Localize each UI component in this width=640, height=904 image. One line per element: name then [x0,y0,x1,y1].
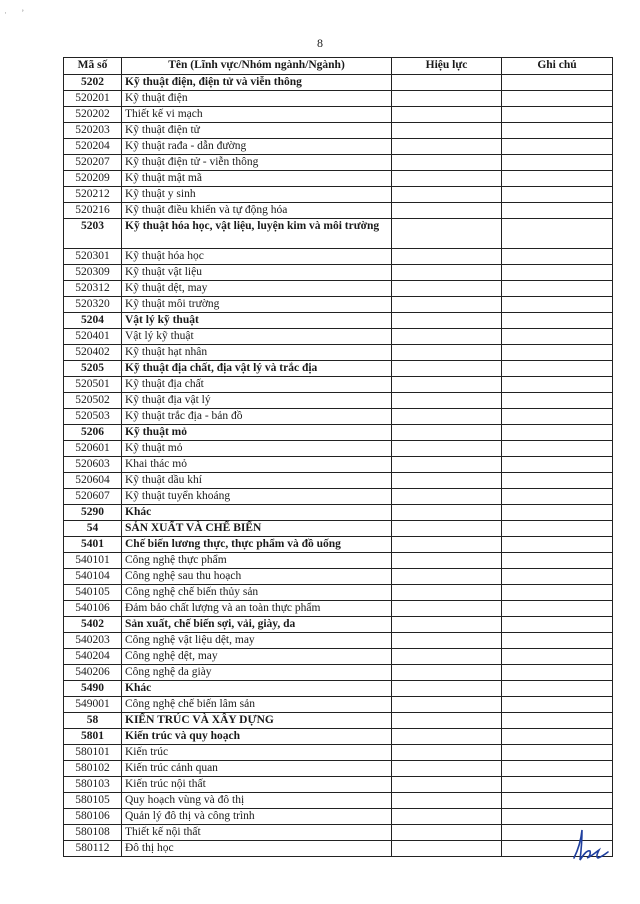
table-row [64,329,613,345]
code-cell: 520601 [64,441,122,457]
table-row [64,377,613,393]
name-cell: Công nghệ da giày [122,665,392,681]
table-row [64,585,613,601]
table-row [64,521,613,537]
code-cell: 520503 [64,409,122,425]
table-row [64,777,613,793]
name-cell: Công nghệ thực phẩm [122,553,392,569]
note-cell [502,665,613,681]
table-row [64,713,613,729]
handwritten-initials-signature [568,820,618,870]
table-row [64,171,613,187]
validity-cell [392,361,502,377]
table-row [64,761,613,777]
note-cell [502,361,613,377]
table-row [64,809,613,825]
name-cell: Kỹ thuật mỏ [122,425,392,441]
table-row [64,633,613,649]
note-cell [502,473,613,489]
validity-cell [392,505,502,521]
table-row [64,123,613,139]
name-cell: Kỹ thuật y sinh [122,187,392,203]
note-cell [502,569,613,585]
name-cell: Kỹ thuật rađa - dẫn đường [122,139,392,155]
note-cell [502,697,613,713]
note-cell [502,585,613,601]
code-cell: 540204 [64,649,122,665]
validity-cell [392,75,502,91]
code-cell: 520207 [64,155,122,171]
table-body [64,75,613,857]
validity-cell [392,617,502,633]
note-cell [502,345,613,361]
name-cell: Chế biến lương thực, thực phẩm và đồ uống [122,537,392,553]
name-cell: Kỹ thuật hóa học, vật liệu, luyện kim và môi trường [122,219,392,249]
name-cell: Đảm bảo chất lượng và an toàn thực phẩm [122,601,392,617]
name-cell: Kiến trúc [122,745,392,761]
note-cell [502,505,613,521]
note-cell [502,441,613,457]
code-cell: 580105 [64,793,122,809]
validity-cell [392,219,502,249]
note-cell [502,171,613,187]
code-cell: 520216 [64,203,122,219]
validity-cell [392,633,502,649]
validity-cell [392,249,502,265]
code-cell: 520604 [64,473,122,489]
code-cell: 520301 [64,249,122,265]
table-row [64,313,613,329]
header-name: Tên (Lĩnh vực/Nhóm ngành/Ngành) [122,58,392,75]
validity-cell [392,537,502,553]
table-row [64,601,613,617]
validity-cell [392,825,502,841]
code-cell: 520212 [64,187,122,203]
validity-cell [392,139,502,155]
code-cell: 580103 [64,777,122,793]
validity-cell [392,729,502,745]
name-cell: Kỹ thuật trắc địa - bản đồ [122,409,392,425]
note-cell [502,187,613,203]
code-cell: 520402 [64,345,122,361]
note-cell [502,745,613,761]
validity-cell [392,473,502,489]
header-validity: Hiệu lực [392,58,502,75]
name-cell: KIẾN TRÚC VÀ XÂY DỰNG [122,713,392,729]
table-row [64,649,613,665]
code-cell: 520309 [64,265,122,281]
table-row [64,729,613,745]
name-cell: Vật lý kỹ thuật [122,313,392,329]
table-row [64,841,613,857]
validity-cell [392,281,502,297]
validity-cell [392,409,502,425]
validity-cell [392,681,502,697]
table-row [64,203,613,219]
code-cell: 540104 [64,569,122,585]
table-row [64,697,613,713]
code-cell: 520401 [64,329,122,345]
table-row [64,425,613,441]
table-row [64,617,613,633]
name-cell: Sản xuất, chế biến sợi, vải, giày, da [122,617,392,633]
code-cell: 580101 [64,745,122,761]
validity-cell [392,155,502,171]
note-cell [502,553,613,569]
name-cell: Kỹ thuật điện, điện tử và viễn thông [122,75,392,91]
validity-cell [392,377,502,393]
table-row [64,681,613,697]
table-row [64,489,613,505]
code-cell: 520209 [64,171,122,187]
note-cell [502,75,613,91]
table-row [64,569,613,585]
table-row [64,249,613,265]
note-cell [502,91,613,107]
note-cell [502,281,613,297]
validity-cell [392,809,502,825]
code-cell: 580108 [64,825,122,841]
code-cell: 5801 [64,729,122,745]
validity-cell [392,761,502,777]
name-cell: Kỹ thuật địa vật lý [122,393,392,409]
code-cell: 5402 [64,617,122,633]
code-cell: 520320 [64,297,122,313]
code-cell: 5202 [64,75,122,91]
code-cell: 580102 [64,761,122,777]
code-cell: 520204 [64,139,122,155]
validity-cell [392,489,502,505]
note-cell [502,761,613,777]
name-cell: Kỹ thuật môi trường [122,297,392,313]
table-row [64,393,613,409]
program-code-table [63,57,613,857]
code-cell: 54 [64,521,122,537]
code-cell: 580106 [64,809,122,825]
validity-cell [392,841,502,857]
name-cell: Kỹ thuật điều khiển và tự động hóa [122,203,392,219]
code-cell: 540203 [64,633,122,649]
code-cell: 540105 [64,585,122,601]
note-cell [502,649,613,665]
name-cell: Kiến trúc cảnh quan [122,761,392,777]
note-cell [502,155,613,171]
note-cell [502,393,613,409]
validity-cell [392,585,502,601]
note-cell [502,329,613,345]
name-cell: Kỹ thuật hạt nhân [122,345,392,361]
code-cell: 5204 [64,313,122,329]
validity-cell [392,713,502,729]
table-row [64,441,613,457]
code-cell: 520201 [64,91,122,107]
name-cell: Kỹ thuật địa chất, địa vật lý và trắc địa [122,361,392,377]
table-row [64,265,613,281]
code-cell: 5205 [64,361,122,377]
table-row [64,457,613,473]
code-cell: 520603 [64,457,122,473]
name-cell: Kỹ thuật vật liệu [122,265,392,281]
validity-cell [392,187,502,203]
note-cell [502,777,613,793]
name-cell: Thiết kế vi mạch [122,107,392,123]
validity-cell [392,793,502,809]
name-cell: Kỹ thuật dệt, may [122,281,392,297]
name-cell: Kỹ thuật điện [122,91,392,107]
table-row [64,281,613,297]
name-cell: Kỹ thuật hóa học [122,249,392,265]
name-cell: Đô thị học [122,841,392,857]
table-row [64,139,613,155]
validity-cell [392,345,502,361]
note-cell [502,601,613,617]
name-cell: Kỹ thuật tuyển khoáng [122,489,392,505]
name-cell: Kỹ thuật mỏ [122,441,392,457]
validity-cell [392,457,502,473]
code-cell: 5206 [64,425,122,441]
table-row [64,665,613,681]
validity-cell [392,203,502,219]
name-cell: Kỹ thuật địa chất [122,377,392,393]
validity-cell [392,569,502,585]
validity-cell [392,123,502,139]
note-cell [502,729,613,745]
code-cell: 520501 [64,377,122,393]
name-cell: Kiến trúc nội thất [122,777,392,793]
validity-cell [392,521,502,537]
table-row [64,219,613,249]
table-row [64,345,613,361]
header-note: Ghi chú [502,58,613,75]
validity-cell [392,649,502,665]
note-cell [502,793,613,809]
page-number: 8 [317,36,323,50]
name-cell: Kỹ thuật dầu khí [122,473,392,489]
table-row [64,537,613,553]
validity-cell [392,601,502,617]
note-cell [502,219,613,249]
code-cell: 540206 [64,665,122,681]
note-cell [502,713,613,729]
note-cell [502,537,613,553]
name-cell: Khai thác mỏ [122,457,392,473]
validity-cell [392,171,502,187]
name-cell: Thiết kế nội thất [122,825,392,841]
code-cell: 520312 [64,281,122,297]
scan-marks: · ʼ [4,8,31,18]
note-cell [502,681,613,697]
name-cell: Công nghệ dệt, may [122,649,392,665]
table-row [64,91,613,107]
note-cell [502,265,613,281]
name-cell: Kỹ thuật mật mã [122,171,392,187]
validity-cell [392,107,502,123]
code-cell: 5490 [64,681,122,697]
validity-cell [392,313,502,329]
note-cell [502,123,613,139]
table-row [64,361,613,377]
validity-cell [392,329,502,345]
validity-cell [392,745,502,761]
validity-cell [392,297,502,313]
validity-cell [392,553,502,569]
name-cell: Công nghệ vật liệu dệt, may [122,633,392,649]
note-cell [502,107,613,123]
name-cell: Quy hoạch vùng và đô thị [122,793,392,809]
table-row [64,187,613,203]
table-row [64,297,613,313]
name-cell: Công nghệ chế biến lâm sản [122,697,392,713]
name-cell: Kỹ thuật điện tử [122,123,392,139]
code-cell: 520607 [64,489,122,505]
table-header-row [64,58,613,75]
code-cell: 549001 [64,697,122,713]
name-cell: Công nghệ chế biến thủy sản [122,585,392,601]
note-cell [502,139,613,155]
table-row [64,107,613,123]
note-cell [502,313,613,329]
code-cell: 520203 [64,123,122,139]
note-cell [502,633,613,649]
table-row [64,155,613,171]
validity-cell [392,425,502,441]
name-cell: SẢN XUẤT VÀ CHẾ BIẾN [122,521,392,537]
validity-cell [392,777,502,793]
table-row [64,505,613,521]
note-cell [502,457,613,473]
code-cell: 580112 [64,841,122,857]
name-cell: Khác [122,681,392,697]
validity-cell [392,441,502,457]
table-row [64,75,613,91]
table-row [64,793,613,809]
code-cell: 58 [64,713,122,729]
table-row [64,745,613,761]
name-cell: Kỹ thuật điện tử - viễn thông [122,155,392,171]
code-cell: 520202 [64,107,122,123]
validity-cell [392,91,502,107]
name-cell: Kiến trúc và quy hoạch [122,729,392,745]
note-cell [502,203,613,219]
name-cell: Khác [122,505,392,521]
note-cell [502,409,613,425]
validity-cell [392,665,502,681]
note-cell [502,521,613,537]
code-cell: 540101 [64,553,122,569]
code-cell: 540106 [64,601,122,617]
note-cell [502,377,613,393]
name-cell: Công nghệ sau thu hoạch [122,569,392,585]
name-cell: Vật lý kỹ thuật [122,329,392,345]
name-cell: Quản lý đô thị và công trình [122,809,392,825]
validity-cell [392,393,502,409]
note-cell [502,425,613,441]
code-cell: 5290 [64,505,122,521]
table-row [64,473,613,489]
header-code: Mã số [64,58,122,75]
table-row [64,409,613,425]
note-cell [502,249,613,265]
note-cell [502,489,613,505]
table-row [64,553,613,569]
validity-cell [392,697,502,713]
code-cell: 5203 [64,219,122,249]
note-cell [502,297,613,313]
code-cell: 520502 [64,393,122,409]
code-cell: 5401 [64,537,122,553]
validity-cell [392,265,502,281]
note-cell [502,617,613,633]
table-row [64,825,613,841]
